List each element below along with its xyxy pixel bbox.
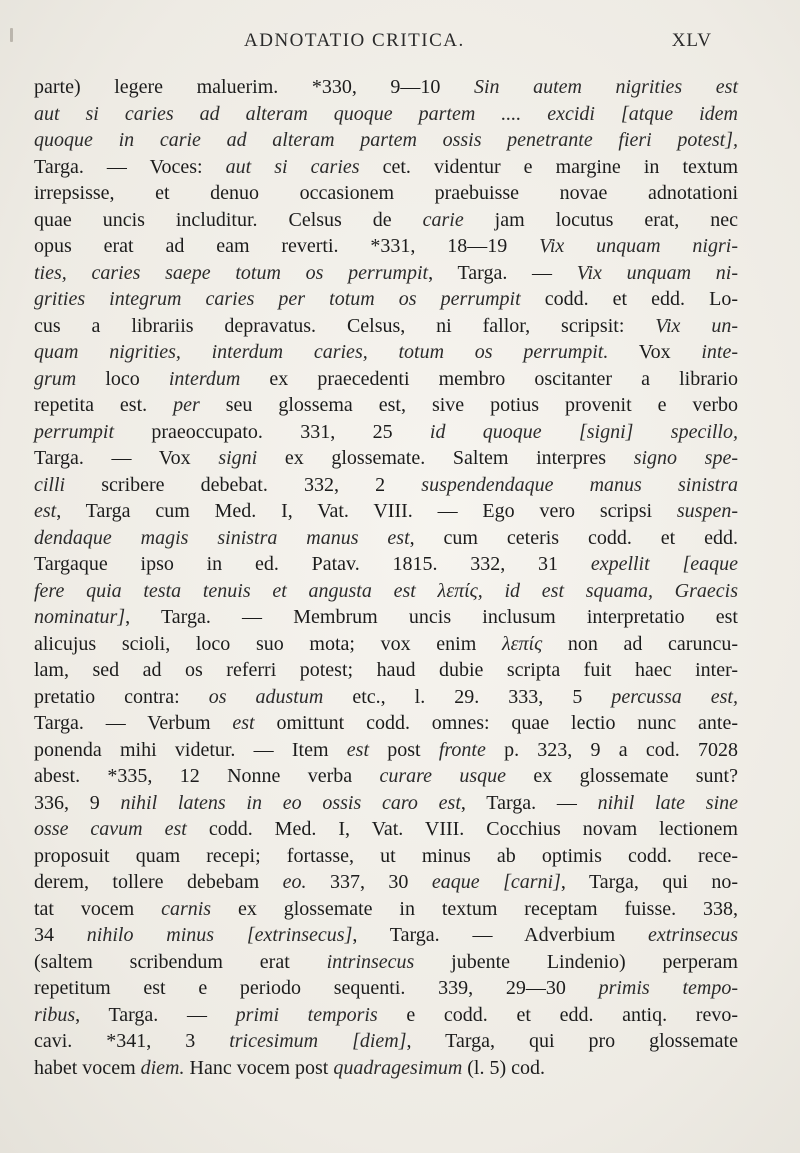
text-segment: pretatio contra: xyxy=(34,685,209,708)
text-line xyxy=(34,233,738,260)
italic-text-segment: per xyxy=(173,394,200,416)
text-segment: ponenda mihi videtur. — Item xyxy=(34,738,347,761)
text-line xyxy=(34,816,738,843)
text-segment: praeoccupato. 331, 25 xyxy=(114,420,430,443)
italic-text-segment: nihilo minus [extrinsecus] xyxy=(86,924,353,946)
italic-text-segment: Vix unquam nigri- xyxy=(539,235,738,257)
text-segment: seu glossema est, sive potius provenit e verbo xyxy=(199,394,738,416)
text-segment: (saltem scribendum erat xyxy=(34,950,327,973)
italic-text-segment: quoque in carie ad alteram partem ossis penetrante fieri potest], xyxy=(34,129,738,151)
text-line xyxy=(34,366,738,393)
italic-text-segment: λεπίς xyxy=(501,632,543,655)
text-segment: , Targa. — Membrum uncis inclusum interpretatio est xyxy=(125,606,738,628)
italic-text-segment: fere quia testa tenuis et angusta est λεπίς, id est squama, Graecis xyxy=(34,579,738,602)
text-segment: Targa. — Voces: xyxy=(34,155,226,178)
text-segment: loco xyxy=(76,367,169,390)
italic-text-segment: nihil latens in eo ossis caro est xyxy=(120,791,461,814)
text-segment: derem, tollere debebam xyxy=(34,871,283,893)
text-line xyxy=(34,1002,738,1029)
italic-text-segment: primi temporis xyxy=(235,1003,378,1026)
italic-text-segment: percussa est, xyxy=(611,685,738,708)
italic-text-segment: ties, caries saepe totum os perrumpit xyxy=(34,261,429,284)
text-segment: , Targa. — xyxy=(75,1003,236,1026)
text-segment: lam, sed ad os referri potest; haud dubie scripta fuit haec inter- xyxy=(34,659,738,681)
text-line xyxy=(34,498,738,525)
text-segment: , cum ceteris codd. et edd. xyxy=(409,526,738,549)
italic-text-segment: est xyxy=(232,712,255,734)
text-segment: quae uncis includitur. Celsus de xyxy=(34,208,423,231)
text-line xyxy=(34,922,738,949)
text-segment: abest. *335, 12 Nonne verba xyxy=(34,765,380,787)
italic-text-segment: carnis xyxy=(161,897,212,920)
italic-text-segment: expellit [eaque xyxy=(590,553,738,575)
italic-text-segment: Vix unquam ni- xyxy=(576,261,739,284)
text-segment: habet vocem xyxy=(34,1056,141,1079)
text-segment: cavi. *341, 3 xyxy=(34,1030,230,1052)
text-segment: etc., l. 29. 333, 5 xyxy=(323,685,612,708)
text-line xyxy=(34,949,738,976)
text-segment: Hanc vocem post xyxy=(184,1056,334,1079)
text-line xyxy=(34,154,738,181)
text-segment: codd. Med. I, Vat. VIII. Cocchius novam lectionem xyxy=(186,818,738,840)
text-segment: e codd. et edd. antiq. revo- xyxy=(377,1003,738,1026)
text-line xyxy=(34,445,738,472)
text-segment: 337, 30 xyxy=(306,871,432,893)
page-number: XLV xyxy=(671,30,712,51)
text-line xyxy=(34,1028,738,1055)
text-line xyxy=(34,180,738,207)
text-line xyxy=(34,843,738,870)
text-line xyxy=(34,631,738,658)
text-line xyxy=(34,710,738,737)
italic-text-segment: nominatur] xyxy=(34,606,126,628)
text-line xyxy=(34,737,738,764)
text-segment: parte) legere maluerim. *330, 9—10 xyxy=(34,76,474,98)
text-segment: jam locutus erat, nec xyxy=(463,208,738,231)
text-line xyxy=(34,74,738,101)
italic-text-segment: curare usque xyxy=(379,765,507,787)
text-segment: Targa. — Verbum xyxy=(34,712,233,734)
text-segment: , Targa, qui no- xyxy=(560,871,738,893)
text-segment: , Targa, qui pro glossemate xyxy=(406,1030,738,1052)
text-line xyxy=(34,207,738,234)
text-segment: ex glossemate. Saltem interpres xyxy=(257,447,634,469)
italic-text-segment: signi xyxy=(218,447,258,469)
italic-text-segment: osse cavum est xyxy=(34,818,187,840)
text-segment: Vox xyxy=(608,341,702,363)
italic-text-segment: est xyxy=(34,500,57,522)
text-segment: tat vocem xyxy=(34,897,162,920)
text-line xyxy=(34,127,738,154)
text-line xyxy=(34,551,738,578)
text-line xyxy=(34,260,738,287)
italic-text-segment: aut si caries ad alteram quoque partem .... excidi [atque idem xyxy=(34,102,738,125)
text-line xyxy=(34,896,738,923)
running-title: ADNOTATIO CRITICA. xyxy=(244,30,465,51)
text-segment: cet. videntur e margine in textum xyxy=(359,155,738,178)
text-segment: non ad caruncu- xyxy=(542,632,739,655)
text-line xyxy=(34,339,738,366)
italic-text-segment: id quoque [signi] specillo, xyxy=(429,420,738,443)
text-segment: ex glossemate sunt? xyxy=(506,765,738,787)
text-segment: , Targa. — xyxy=(428,261,577,284)
text-line xyxy=(34,419,738,446)
text-segment: cus a librariis depravatus. Celsus, ni fallor, scripsit: xyxy=(34,314,656,337)
text-segment: , Targa cum Med. I, Vat. VIII. — Ego vero scripsi xyxy=(56,500,677,522)
italic-text-segment: quadragesimum xyxy=(333,1056,463,1079)
text-line xyxy=(34,790,738,817)
italic-text-segment: cilli xyxy=(34,473,66,496)
text-segment: (l. 5) cod. xyxy=(462,1056,546,1079)
italic-text-segment: suspendendaque manus sinistra xyxy=(421,473,738,496)
text-segment: post xyxy=(369,738,439,761)
italic-text-segment: eo. xyxy=(282,871,307,893)
text-line xyxy=(34,472,738,499)
italic-text-segment: primis tempo- xyxy=(598,977,738,999)
text-segment: alicujus scioli, loco suo mota; vox enim xyxy=(34,632,502,655)
text-line xyxy=(34,975,738,1002)
text-segment: codd. et edd. Lo- xyxy=(520,288,738,310)
text-line xyxy=(34,578,738,605)
text-segment: 336, 9 xyxy=(34,791,121,814)
italic-text-segment: aut si caries xyxy=(225,155,360,178)
italic-text-segment: signo spe- xyxy=(633,447,738,469)
text-segment: , Targa. — Adverbium xyxy=(352,924,649,946)
text-segment: repetitum est e periodo sequenti. 339, 29—30 xyxy=(34,977,599,999)
text-line xyxy=(34,763,738,790)
italic-text-segment: os adustum xyxy=(208,685,324,708)
text-segment: ex praecedenti membro oscitanter a librario xyxy=(240,367,738,390)
text-line xyxy=(34,869,738,896)
italic-text-segment: tricesimum [diem] xyxy=(229,1030,407,1052)
text-segment: opus erat ad eam reverti. *331, 18—19 xyxy=(34,235,540,257)
text-line xyxy=(34,313,738,340)
text-line xyxy=(34,657,738,684)
page-header xyxy=(0,26,800,56)
text-segment: , Targa. — xyxy=(460,791,598,814)
text-segment: repetita est. xyxy=(34,394,174,416)
italic-text-segment: diem. xyxy=(140,1056,185,1079)
italic-text-segment: perrumpit xyxy=(34,420,114,443)
text-line xyxy=(34,1055,738,1082)
text-segment: Targaque ipso in ed. Patav. 1815. 332, 31 xyxy=(34,553,591,575)
text-segment: jubente Lindenio) perperam xyxy=(414,950,738,973)
italic-text-segment: nihil late sine xyxy=(597,791,739,814)
italic-text-segment: fronte xyxy=(438,738,486,761)
italic-text-segment: eaque [carni] xyxy=(431,871,561,893)
text-segment: Targa. — Vox xyxy=(34,447,219,469)
text-line xyxy=(34,604,738,631)
italic-text-segment: suspen- xyxy=(676,500,738,522)
text-line xyxy=(34,392,738,419)
text-line xyxy=(34,101,738,128)
italic-text-segment: est xyxy=(346,738,369,761)
italic-text-segment: carie xyxy=(422,208,464,231)
text-line xyxy=(34,286,738,313)
italic-text-segment: interdum xyxy=(168,367,241,390)
text-line xyxy=(34,525,738,552)
text-segment: p. 323, 9 a cod. 7028 xyxy=(485,738,738,761)
italic-text-segment: extrinsecus xyxy=(648,924,738,946)
text-line xyxy=(34,684,738,711)
text-segment: scribere debebat. 332, 2 xyxy=(65,473,422,496)
italic-text-segment: ribus xyxy=(34,1003,76,1026)
italic-text-segment: dendaque magis sinistra manus est xyxy=(34,526,410,549)
text-segment: omittunt codd. omnes: quae lectio nunc ante- xyxy=(254,712,738,734)
italic-text-segment: inte- xyxy=(701,341,738,363)
text-segment: 34 xyxy=(34,924,87,946)
italic-text-segment: grities integrum caries per totum os perrumpit xyxy=(34,288,521,310)
italic-text-segment: Sin autem nigrities est xyxy=(473,76,738,98)
italic-text-segment: intrinsecus xyxy=(326,950,415,973)
italic-text-segment: grum xyxy=(34,367,77,390)
italic-text-segment: Vix un- xyxy=(655,314,738,337)
italic-text-segment: quam nigrities, interdum caries, totum os perrumpit. xyxy=(34,341,609,363)
text-segment: irrepsisse, et denuo occasionem praebuisse novae adnotationi xyxy=(34,182,738,204)
critical-apparatus-text xyxy=(34,74,738,1081)
text-segment: ex glossemate in textum receptam fuisse. 338, xyxy=(211,897,738,920)
text-segment: proposuit quam recepi; fortasse, ut minus ab optimis codd. rece- xyxy=(34,844,738,867)
